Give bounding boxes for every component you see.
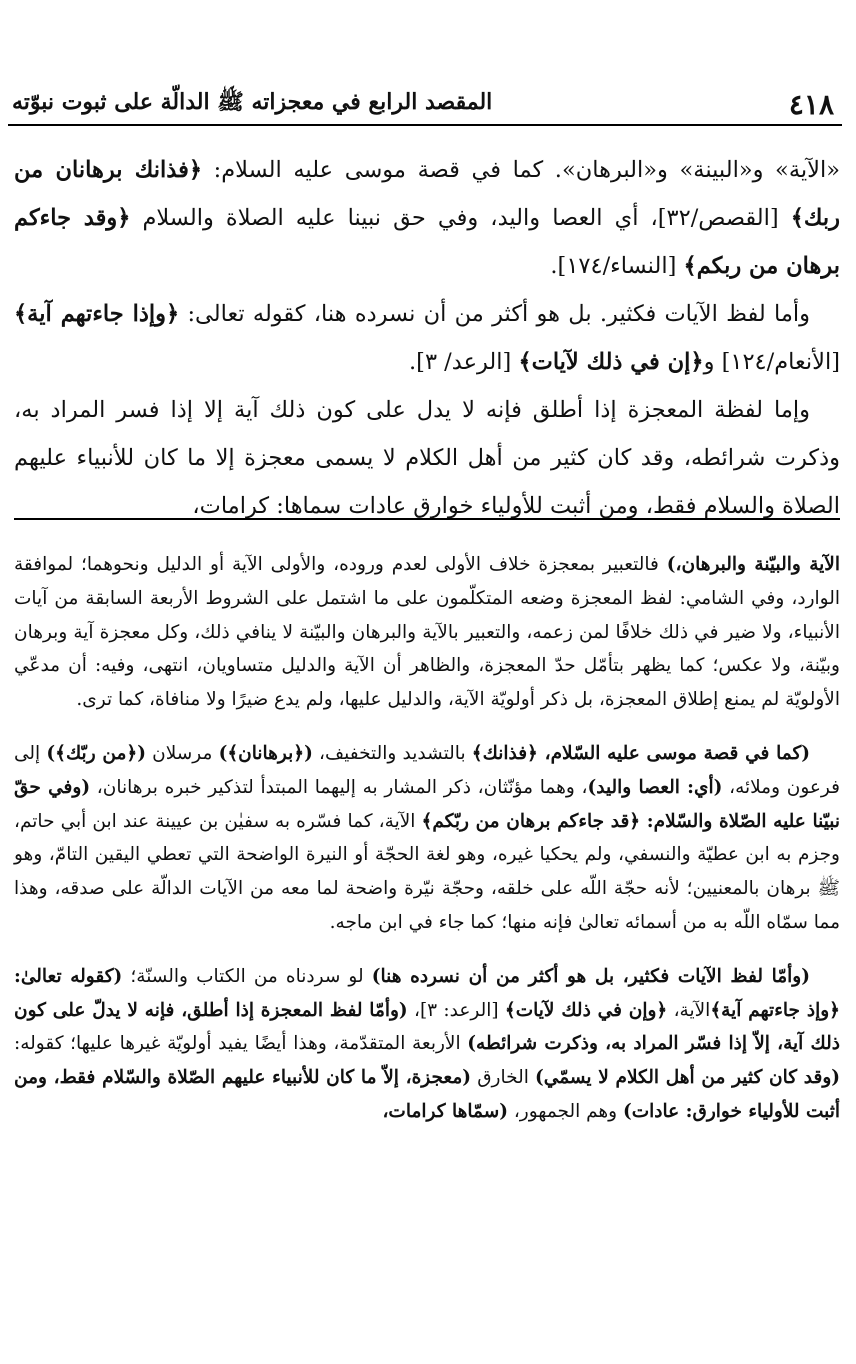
text-run: ، وهما مؤنّثان، ذكر المشار به إليهما المبتدأ لتذكير خبره برهانان، [90,776,588,798]
running-title: المقصد الرابع في معجزاته ﷺ الدالّة على ثبوت نبوّته [12,89,493,115]
bold-run: (سمّاها كرامات، [382,1100,508,1122]
footnote-divider [14,518,840,520]
text-run: وهم الجمهور، [507,1100,623,1122]
text-run: [الأنعام/١٢٤] و [703,349,840,375]
text-run: الأربعة المتقدّمة، وهذا أيضًا يفيد أولويّة غيرها عليها؛ كقوله: [14,1033,468,1055]
text-run: وأما لفظ الآيات فكثير. بل هو أكثر من أن نسرده هنا، كقوله تعالى: [179,301,810,327]
text-run: إلى فرعون وملائه، [14,742,840,798]
main-text [14,146,840,530]
bold-run: ﴿وإن في ذلك لآيات﴾ [504,999,668,1021]
text-run: [الرعد/ ٣]. [409,349,519,375]
bold-run: (وأمّا لفظ المعجزة إذا أطلق، فإنه لا يدلّ على كون ذلك آية، إلاّ إذا فسّر المراد به، وذكرت شرائطه) [14,999,840,1055]
bold-run: ﴿وقد جاءكم برهان من ربكم﴾ [14,205,840,279]
text-run: [الرعد: ٣]، [407,999,505,1021]
text-run: بالتشديد والتخفيف، [312,742,472,764]
main-paragraph-1 [14,146,840,290]
text-run: وإما لفظة المعجزة إذا أطلق فإنه لا يدل على كون ذلك آية إلا إذا فسر المراد به، وذكرت شرائطه، وقد كان كثير من أهل الكلام لا يسمى معجزة إلا ما كان للأنبياء عليهم الصلاة والسلام فقط، ومن أثبت للأولياء خوارق عادات سماها: كرامات، [14,397,840,519]
page-header [8,84,842,126]
bold-run: (كما في قصة موسى عليه السّلام، ﴿فذانك﴾ [471,742,811,764]
text-run: فالتعبير بمعجزة خلاف الأولى لعدم وروده، والأولى الآية أو الدليل ونحوهما؛ لموافقة الوارد، وفي الشامي: لفظ المعجزة وضعه المتكلّمون على ما اشتمل على الشروط الأربعة السابقة من آيات الأنبياء، ولا ضير في ذلك خلافًا لمن زعمه، والتعبير بالآية والبرهان والبيّنة لا ينافي ذلك، وكل معجزة آية وبرهان وبيّنة، ولا عكس؛ كما يظهر بتأمّل حدّ المعجزة، والظاهر أن الآية والدليل متساويان، انتهى، وفيه: أن مدعّي الأولويّة لم يمنع إطلاق المعجزة، بل ذكر أولويّة الآية، والدليل عليها، ولم يدع ضيرًا ولا منافاة، كما ترى. [14,554,840,711]
commentary-paragraph-1 [14,548,840,717]
bold-run: (أي: العصا واليد) [587,776,723,798]
bold-run: (وأمّا لفظ الآيات فكثير، بل هو أكثر من أن نسرده هنا) [371,965,810,987]
commentary-paragraph-3 [14,960,840,1129]
text-run: الآية، كما فسّره به سفيٰن بن عيينة عند ابن أبي حاتم، وجزم به ابن عطيّة والنسفي، ولم يحكيا غيره، وهو لغة الحجّة أو النيرة الواضحة التي تعطي اليقين التامّ، وهو ﷺ برهان بالمعنيين؛ لأنه حجّة اللّه على خلقه، وحجّة نيّرة واضحة لما معه من الآيات الدالّة على صدقه، وهذا مما سمّاه اللّه به من أسمائه تعالىٰ فإنه منها؛ كما جاء في ابن ماجه. [14,810,840,933]
bold-run: ﴿فذانك برهانان من ربك﴾ [14,157,840,231]
text-run: [النساء/١٧٤]. [550,253,684,279]
commentary-paragraph-2 [14,737,840,940]
commentary [14,548,840,1149]
bold-run: ﴿وإذا جاءتهم آية﴾ [14,301,180,327]
text-run: الآية، [667,999,711,1021]
text-run: [القصص/٣٢]، أي العصا واليد، وفي حق نبينا عليه الصلاة والسلام [130,205,791,231]
text-run: مرسلان [145,742,219,764]
page-number: ٤١٨ [788,87,834,121]
bold-run: الآية والبيّنة والبرهان،) [666,554,840,575]
bold-run: ﴿إن في ذلك لآيات﴾ [518,349,704,375]
bold-run: (معجزة، إلاّ ما كان للأنبياء عليهم الصّلاة والسّلام فقط، ومن أثبت للأولياء خوارق: عادات) [14,1067,840,1122]
bold-run: (وفي حقّ نبيّنا عليه الصّلاة والسّلام: ﴿قد جاءكم برهان من ربّكم﴾ [14,776,841,832]
bold-run: (﴿برهانان﴾) [218,742,313,764]
text-run: لو سردناه من الكتاب والسنّة؛ [122,965,372,987]
main-paragraph-2 [14,290,840,386]
bold-run: (﴿من ربّك﴾) [46,742,146,764]
text-run: الخارق [471,1067,536,1089]
bold-run: (وقد كان كثير من أهل الكلام لا يسمّي) [535,1067,841,1089]
main-paragraph-3 [14,386,840,530]
bold-run: (كقوله تعالىٰ: ﴿وإذ جاءتهم آية﴾ [14,965,840,1021]
text-run: «الآية» و«البينة» و«البرهان». كما في قصة موسى عليه السلام: [202,157,840,183]
